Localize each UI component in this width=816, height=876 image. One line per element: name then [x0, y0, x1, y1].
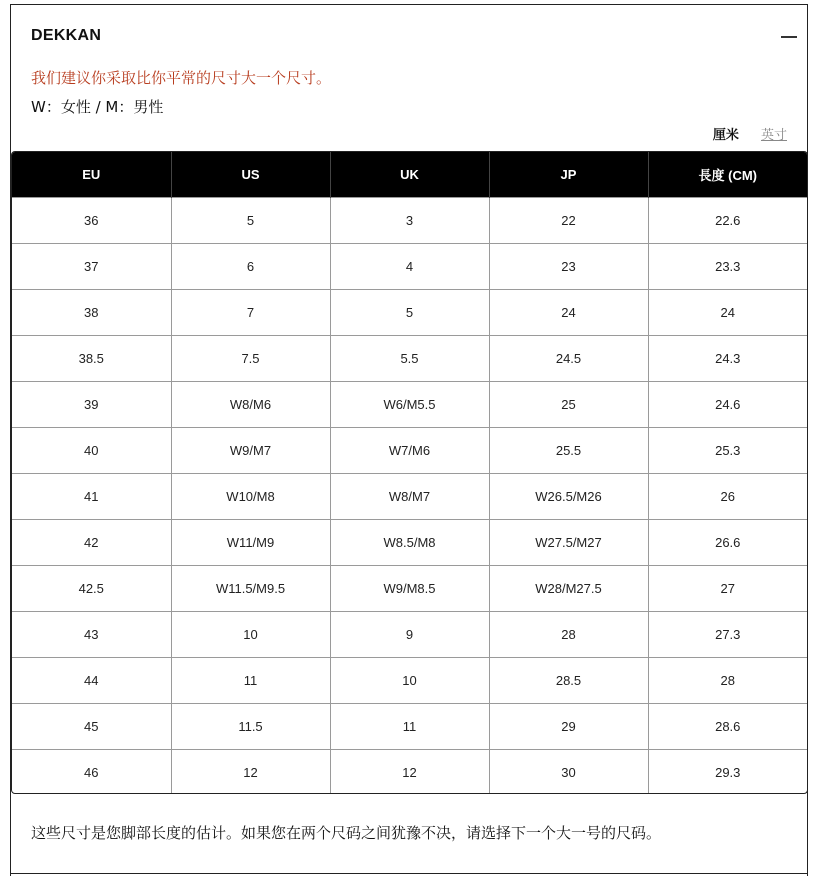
size-recommendation: 我们建议你采取比你平常的尺寸大一个尺寸。	[31, 69, 332, 87]
cell-length-cm: 23.3	[648, 243, 807, 289]
table-row	[12, 703, 807, 749]
cell-us: W8/M6	[171, 381, 330, 427]
cell-us: 11.5	[171, 703, 330, 749]
cell-length-cm: 22.6	[648, 197, 807, 243]
cell-uk: W8.5/M8	[330, 519, 489, 565]
cell-us: W10/M8	[171, 473, 330, 519]
cell-jp: W27.5/M27	[489, 519, 648, 565]
cell-eu: 37	[12, 243, 171, 289]
cell-length-cm: 27	[648, 565, 807, 611]
brand-title: DEKKAN	[31, 27, 102, 44]
cell-eu: 44	[12, 657, 171, 703]
size-guide-header[interactable]	[31, 27, 797, 51]
cell-uk: 5.5	[330, 335, 489, 381]
unit-toggle	[695, 124, 787, 144]
cell-us: 12	[171, 749, 330, 794]
cell-length-cm: 24.3	[648, 335, 807, 381]
cell-jp: W28/M27.5	[489, 565, 648, 611]
table-row	[12, 427, 807, 473]
size-footnote: 这些尺寸是您脚部长度的估计。如果您在两个尺码之间犹豫不决，请选择下一个大一号的尺码。	[31, 824, 662, 842]
header-us: US	[171, 152, 330, 197]
cell-eu: 39	[12, 381, 171, 427]
cell-us: 5	[171, 197, 330, 243]
cell-length-cm: 25.3	[648, 427, 807, 473]
cell-us: 6	[171, 243, 330, 289]
cell-uk: 9	[330, 611, 489, 657]
divider	[11, 873, 808, 874]
cell-us: 10	[171, 611, 330, 657]
cell-jp: 29	[489, 703, 648, 749]
header-jp: JP	[489, 152, 648, 197]
table-row	[12, 335, 807, 381]
cell-uk: 3	[330, 197, 489, 243]
cell-length-cm: 26	[648, 473, 807, 519]
cell-us: 11	[171, 657, 330, 703]
cell-uk: 10	[330, 657, 489, 703]
table-row	[12, 473, 807, 519]
cell-us: 7	[171, 289, 330, 335]
cell-us: 7.5	[171, 335, 330, 381]
cell-length-cm: 26.6	[648, 519, 807, 565]
cell-jp: 22	[489, 197, 648, 243]
cell-length-cm: 24.6	[648, 381, 807, 427]
cell-length-cm: 27.3	[648, 611, 807, 657]
table-row	[12, 519, 807, 565]
table-row	[12, 749, 807, 794]
size-table-header-row	[12, 152, 807, 197]
size-table-container	[11, 151, 808, 794]
unit-cm-option[interactable]: 厘米	[712, 128, 739, 143]
cell-us: W9/M7	[171, 427, 330, 473]
cell-eu: 36	[12, 197, 171, 243]
cell-length-cm: 24	[648, 289, 807, 335]
header-uk: UK	[330, 152, 489, 197]
cell-uk: W6/M5.5	[330, 381, 489, 427]
cell-jp: 24.5	[489, 335, 648, 381]
cell-jp: 25.5	[489, 427, 648, 473]
cell-uk: 12	[330, 749, 489, 794]
cell-uk: 5	[330, 289, 489, 335]
cell-us: W11/M9	[171, 519, 330, 565]
header-eu: EU	[12, 152, 171, 197]
table-row	[12, 565, 807, 611]
size-guide-panel	[10, 4, 808, 876]
cell-eu: 38.5	[12, 335, 171, 381]
cell-jp: 25	[489, 381, 648, 427]
cell-length-cm: 28.6	[648, 703, 807, 749]
cell-eu: 43	[12, 611, 171, 657]
cell-eu: 42	[12, 519, 171, 565]
cell-jp: 28.5	[489, 657, 648, 703]
cell-uk: W8/M7	[330, 473, 489, 519]
cell-uk: W9/M8.5	[330, 565, 489, 611]
cell-length-cm: 29.3	[648, 749, 807, 794]
cell-jp: 23	[489, 243, 648, 289]
unit-inch-option[interactable]: 英寸	[760, 128, 787, 143]
cell-eu: 38	[12, 289, 171, 335]
cell-length-cm: 28	[648, 657, 807, 703]
table-row	[12, 243, 807, 289]
cell-eu: 42.5	[12, 565, 171, 611]
cell-jp: 28	[489, 611, 648, 657]
cell-jp: 24	[489, 289, 648, 335]
table-row	[12, 289, 807, 335]
cell-uk: W7/M6	[330, 427, 489, 473]
cell-uk: 11	[330, 703, 489, 749]
cell-eu: 40	[12, 427, 171, 473]
cell-jp: 30	[489, 749, 648, 794]
cell-eu: 46	[12, 749, 171, 794]
cell-eu: 45	[12, 703, 171, 749]
table-row	[12, 611, 807, 657]
header-length-cm: 長度 (CM)	[648, 152, 807, 197]
cell-jp: W26.5/M26	[489, 473, 648, 519]
table-row	[12, 657, 807, 703]
table-row	[12, 381, 807, 427]
gender-legend: W：女性 / M：男性	[31, 98, 164, 116]
table-row	[12, 197, 807, 243]
size-table	[12, 152, 807, 794]
collapse-icon[interactable]	[781, 36, 797, 38]
cell-uk: 4	[330, 243, 489, 289]
cell-us: W11.5/M9.5	[171, 565, 330, 611]
cell-eu: 41	[12, 473, 171, 519]
